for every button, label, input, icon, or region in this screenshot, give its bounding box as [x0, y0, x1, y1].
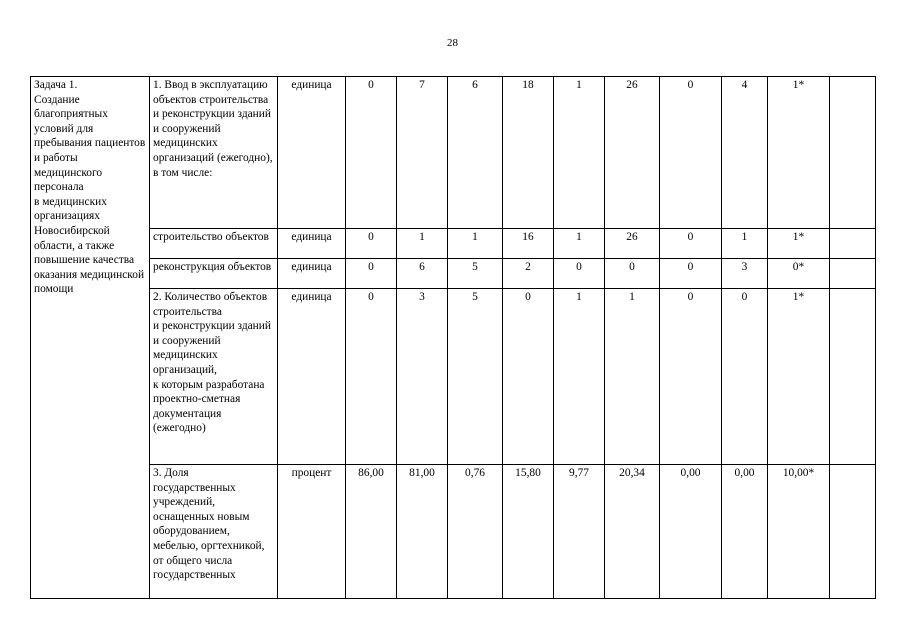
value-cell: 1 [397, 229, 448, 259]
value-cell: 15,80 [503, 465, 554, 599]
value-cell [830, 465, 876, 599]
value-cell: 5 [448, 289, 503, 465]
value-cell: 1 [448, 229, 503, 259]
value-cell: 0 [660, 259, 722, 289]
indicators-table [30, 76, 876, 599]
value-cell: 3 [722, 259, 768, 289]
indicator-cell: строительство объектов [150, 229, 278, 259]
table-row [31, 77, 876, 229]
value-cell: 4 [722, 77, 768, 229]
value-cell: 7 [397, 77, 448, 229]
value-cell: 0 [503, 289, 554, 465]
task-cell: Задача 1. Создание благоприятных условий для пребывания пациентов и работы медицинского персонала в медицинских организациях Новосибирской области, а также повышение качества оказания медицинской помощи [31, 77, 150, 599]
indicator-cell: 2. Количество объектов строительства и реконструкции зданий и сооружений медицинских организаций, к которым разработана проектно-сметная документация (ежегодно) [150, 289, 278, 465]
indicator-cell: 3. Доля государственных учреждений, оснащенных новым оборудованием, мебелью, оргтехникой, от общего числа государственных [150, 465, 278, 599]
value-cell: 0,00 [722, 465, 768, 599]
value-cell: 0* [768, 259, 830, 289]
unit-cell: единица [278, 259, 346, 289]
unit-cell: единица [278, 229, 346, 259]
value-cell: 16 [503, 229, 554, 259]
value-cell: 26 [605, 229, 660, 259]
value-cell: 0 [346, 259, 397, 289]
value-cell: 1 [722, 229, 768, 259]
value-cell: 6 [397, 259, 448, 289]
value-cell: 1* [768, 229, 830, 259]
unit-cell: единица [278, 289, 346, 465]
unit-cell: процент [278, 465, 346, 599]
value-cell: 0 [660, 289, 722, 465]
indicator-cell: 1. Ввод в эксплуатацию объектов строительства и реконструкции зданий и сооружений медицинских организаций (ежегодно), в том числе: [150, 77, 278, 229]
value-cell: 0 [346, 289, 397, 465]
value-cell: 1* [768, 77, 830, 229]
value-cell: 2 [503, 259, 554, 289]
value-cell: 0 [346, 229, 397, 259]
value-cell: 0 [660, 229, 722, 259]
value-cell: 1* [768, 289, 830, 465]
value-cell: 1 [554, 77, 605, 229]
value-cell: 6 [448, 77, 503, 229]
value-cell [830, 77, 876, 229]
value-cell [830, 259, 876, 289]
value-cell: 3 [397, 289, 448, 465]
value-cell: 0 [722, 289, 768, 465]
indicator-cell: реконструкция объектов [150, 259, 278, 289]
value-cell: 18 [503, 77, 554, 229]
value-cell: 0 [554, 259, 605, 289]
value-cell: 0 [660, 77, 722, 229]
value-cell: 81,00 [397, 465, 448, 599]
table-row [31, 259, 876, 289]
value-cell [830, 229, 876, 259]
table-row [31, 465, 876, 599]
page-number: 28 [447, 37, 458, 49]
value-cell: 1 [554, 289, 605, 465]
value-cell: 10,00* [768, 465, 830, 599]
value-cell: 1 [605, 289, 660, 465]
value-cell: 86,00 [346, 465, 397, 599]
value-cell: 26 [605, 77, 660, 229]
value-cell: 0 [346, 77, 397, 229]
value-cell: 0 [605, 259, 660, 289]
value-cell: 20,34 [605, 465, 660, 599]
table-row [31, 289, 876, 465]
value-cell: 0,76 [448, 465, 503, 599]
value-cell [830, 289, 876, 465]
value-cell: 1 [554, 229, 605, 259]
value-cell: 0,00 [660, 465, 722, 599]
table-row [31, 229, 876, 259]
value-cell: 9,77 [554, 465, 605, 599]
unit-cell: единица [278, 77, 346, 229]
value-cell: 5 [448, 259, 503, 289]
